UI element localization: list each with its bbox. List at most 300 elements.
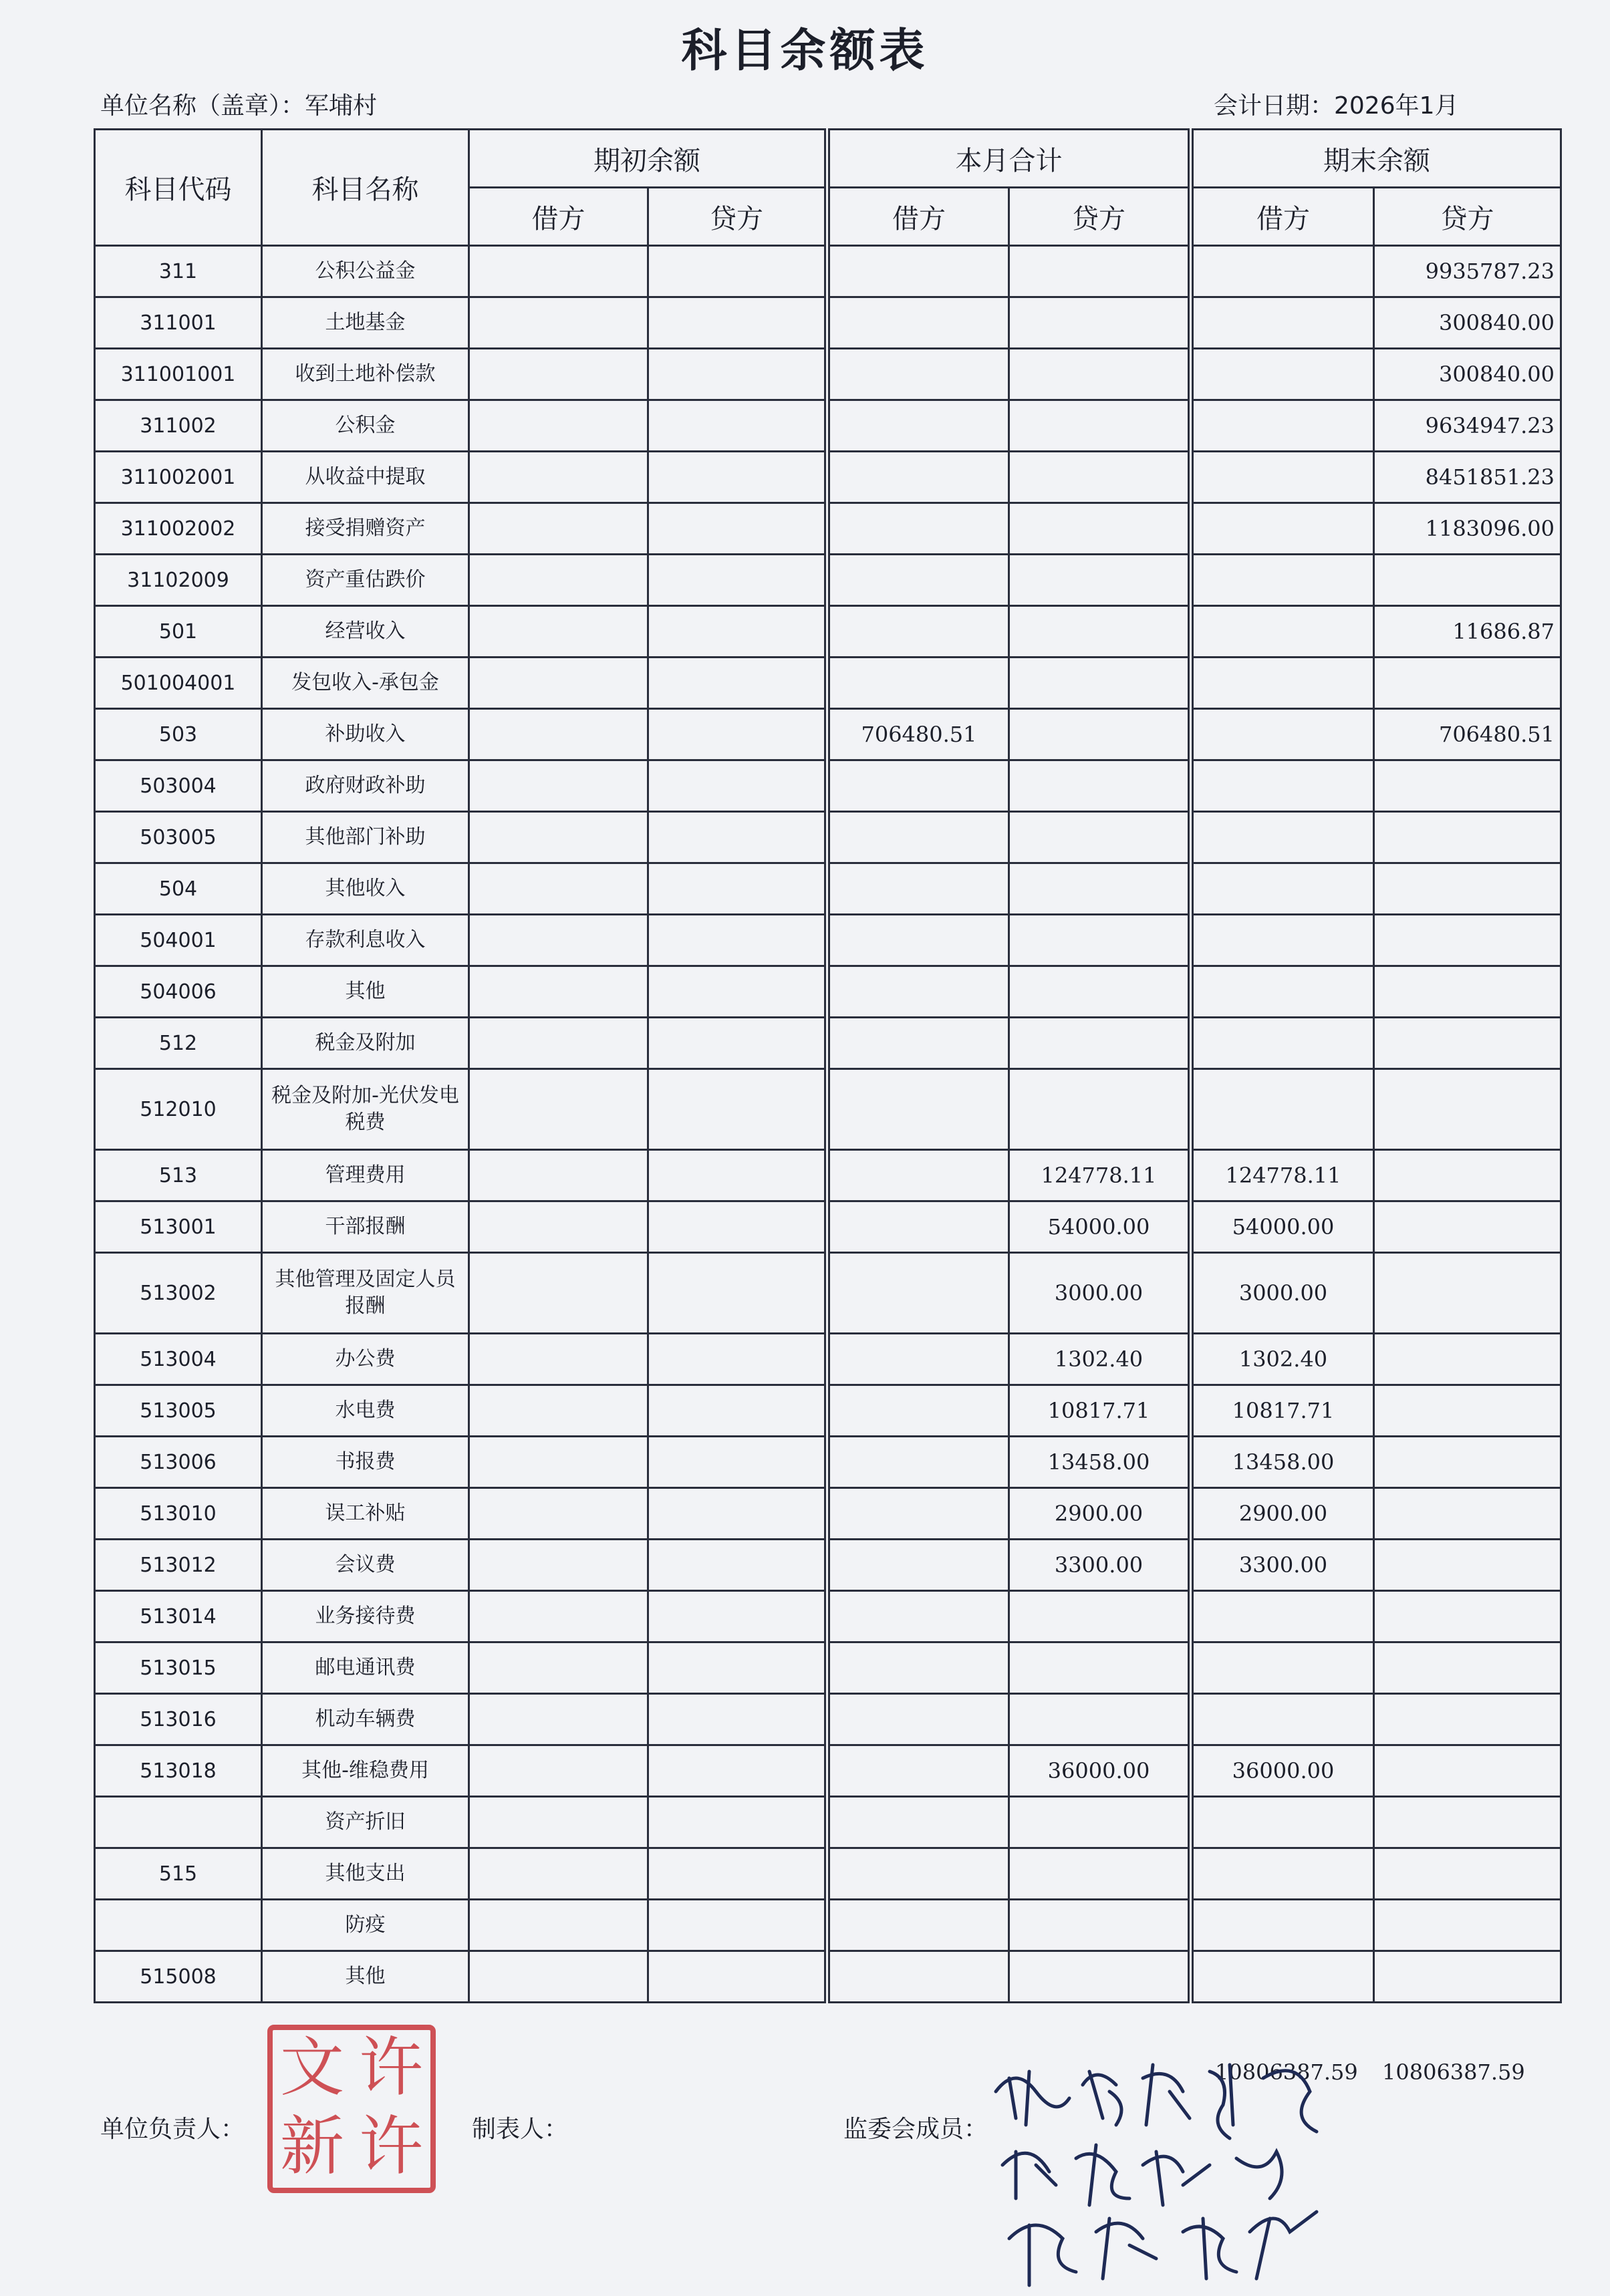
closing-debit-cell bbox=[1191, 400, 1374, 452]
month-debit-cell bbox=[827, 760, 1009, 812]
closing-debit-cell bbox=[1191, 1900, 1374, 1951]
month-debit-cell: 706480.51 bbox=[827, 709, 1009, 760]
month-credit-cell bbox=[1009, 863, 1191, 915]
closing-debit-cell: 124778.11 bbox=[1191, 1150, 1374, 1201]
month-credit-cell bbox=[1009, 1848, 1191, 1900]
opening-debit-cell bbox=[469, 1437, 648, 1488]
closing-debit-cell: 36000.00 bbox=[1191, 1745, 1374, 1797]
opening-credit-cell bbox=[648, 1694, 827, 1745]
account-name-cell: 其他 bbox=[262, 966, 469, 1018]
closing-credit-cell bbox=[1374, 1150, 1561, 1201]
account-name-cell: 办公费 bbox=[262, 1334, 469, 1385]
account-code-cell: 515 bbox=[95, 1848, 262, 1900]
closing-credit-cell: 300840.00 bbox=[1374, 349, 1561, 400]
account-code-cell: 311002001 bbox=[95, 452, 262, 503]
header-code: 科目代码 bbox=[95, 130, 262, 246]
opening-debit-cell bbox=[469, 1385, 648, 1437]
account-code-cell: 311001001 bbox=[95, 349, 262, 400]
account-code-cell: 311001 bbox=[95, 297, 262, 349]
closing-debit-cell bbox=[1191, 915, 1374, 966]
handwritten-signatures bbox=[982, 2051, 1357, 2292]
opening-debit-cell bbox=[469, 1334, 648, 1385]
closing-credit-cell bbox=[1374, 1253, 1561, 1334]
month-credit-cell bbox=[1009, 606, 1191, 658]
month-credit-cell bbox=[1009, 400, 1191, 452]
opening-debit-cell bbox=[469, 1900, 648, 1951]
table-row bbox=[95, 915, 1561, 966]
table-row bbox=[95, 1591, 1561, 1642]
month-debit-cell bbox=[827, 1488, 1009, 1540]
account-name-cell: 经营收入 bbox=[262, 606, 469, 658]
closing-debit-cell bbox=[1191, 246, 1374, 297]
account-name-cell: 存款利息收入 bbox=[262, 915, 469, 966]
account-name-cell: 会议费 bbox=[262, 1540, 469, 1591]
account-code-cell: 513014 bbox=[95, 1591, 262, 1642]
table-row bbox=[95, 503, 1561, 555]
signature-scribbles bbox=[982, 2051, 1357, 2292]
header-month-credit: 贷方 bbox=[1009, 188, 1191, 246]
preparer-label: 制表人： bbox=[472, 2116, 569, 2143]
month-debit-cell bbox=[827, 863, 1009, 915]
closing-debit-cell bbox=[1191, 658, 1374, 709]
closing-debit-cell bbox=[1191, 966, 1374, 1018]
account-code-cell: 503 bbox=[95, 709, 262, 760]
table-row bbox=[95, 555, 1561, 606]
closing-credit-cell bbox=[1374, 812, 1561, 863]
opening-credit-cell bbox=[648, 1540, 827, 1591]
opening-credit-cell bbox=[648, 1488, 827, 1540]
month-debit-cell bbox=[827, 1253, 1009, 1334]
opening-debit-cell bbox=[469, 555, 648, 606]
closing-credit-cell bbox=[1374, 1018, 1561, 1069]
account-name-cell: 水电费 bbox=[262, 1385, 469, 1437]
closing-credit-cell: 1183096.00 bbox=[1374, 503, 1561, 555]
closing-debit-cell: 10817.71 bbox=[1191, 1385, 1374, 1437]
header-opening: 期初余额 bbox=[469, 130, 827, 188]
table-row bbox=[95, 658, 1561, 709]
account-name-cell: 业务接待费 bbox=[262, 1591, 469, 1642]
closing-debit-cell bbox=[1191, 709, 1374, 760]
closing-credit-cell: 8451851.23 bbox=[1374, 452, 1561, 503]
table-row bbox=[95, 1069, 1561, 1150]
closing-credit-cell bbox=[1374, 1385, 1561, 1437]
month-credit-cell: 54000.00 bbox=[1009, 1201, 1191, 1253]
month-debit-cell bbox=[827, 1848, 1009, 1900]
table-row bbox=[95, 297, 1561, 349]
closing-credit-cell bbox=[1374, 1642, 1561, 1694]
account-name-cell: 其他 bbox=[262, 1951, 469, 2003]
closing-debit-cell bbox=[1191, 349, 1374, 400]
month-credit-cell bbox=[1009, 812, 1191, 863]
opening-credit-cell bbox=[648, 1150, 827, 1201]
account-name-cell: 书报费 bbox=[262, 1437, 469, 1488]
account-code-cell: 31102009 bbox=[95, 555, 262, 606]
account-code-cell: 311002 bbox=[95, 400, 262, 452]
closing-credit-cell bbox=[1374, 1437, 1561, 1488]
account-code-cell: 512010 bbox=[95, 1069, 262, 1150]
page-title: 科目余额表 bbox=[681, 25, 929, 78]
account-code-cell: 501 bbox=[95, 606, 262, 658]
closing-credit-cell bbox=[1374, 1069, 1561, 1150]
account-name-cell: 从收益中提取 bbox=[262, 452, 469, 503]
account-code-cell: 513 bbox=[95, 1150, 262, 1201]
table-row bbox=[95, 863, 1561, 915]
month-credit-cell bbox=[1009, 349, 1191, 400]
month-credit-cell: 3300.00 bbox=[1009, 1540, 1191, 1591]
month-debit-cell bbox=[827, 1437, 1009, 1488]
closing-debit-cell bbox=[1191, 1591, 1374, 1642]
table-row bbox=[95, 1201, 1561, 1253]
closing-credit-cell bbox=[1374, 1488, 1561, 1540]
closing-debit-cell bbox=[1191, 606, 1374, 658]
month-debit-cell bbox=[827, 1745, 1009, 1797]
opening-credit-cell bbox=[648, 1069, 827, 1150]
closing-credit-cell bbox=[1374, 1745, 1561, 1797]
closing-credit-cell bbox=[1374, 1951, 1561, 2003]
month-debit-cell bbox=[827, 1951, 1009, 2003]
table-row bbox=[95, 1437, 1561, 1488]
month-credit-cell: 3000.00 bbox=[1009, 1253, 1191, 1334]
closing-debit-cell bbox=[1191, 452, 1374, 503]
account-code-cell: 513016 bbox=[95, 1694, 262, 1745]
account-name-cell: 其他-维稳费用 bbox=[262, 1745, 469, 1797]
table-row bbox=[95, 1797, 1561, 1848]
account-name-cell: 干部报酬 bbox=[262, 1201, 469, 1253]
account-code-cell bbox=[95, 1900, 262, 1951]
account-code-cell: 513002 bbox=[95, 1253, 262, 1334]
month-debit-cell bbox=[827, 1201, 1009, 1253]
opening-credit-cell bbox=[648, 503, 827, 555]
opening-credit-cell bbox=[648, 1797, 827, 1848]
month-debit-cell bbox=[827, 452, 1009, 503]
month-debit-cell bbox=[827, 1591, 1009, 1642]
account-name-cell: 收到土地补偿款 bbox=[262, 349, 469, 400]
opening-credit-cell bbox=[648, 349, 827, 400]
account-name-cell: 税金及附加-光伏发电税费 bbox=[262, 1069, 469, 1150]
month-credit-cell bbox=[1009, 658, 1191, 709]
closing-credit-cell bbox=[1374, 1201, 1561, 1253]
table-row bbox=[95, 812, 1561, 863]
account-code-cell: 311 bbox=[95, 246, 262, 297]
opening-debit-cell bbox=[469, 246, 648, 297]
month-debit-cell bbox=[827, 812, 1009, 863]
account-name-cell: 接受捐赠资产 bbox=[262, 503, 469, 555]
opening-debit-cell bbox=[469, 863, 648, 915]
table-row bbox=[95, 606, 1561, 658]
month-debit-cell bbox=[827, 1540, 1009, 1591]
account-code-cell: 515008 bbox=[95, 1951, 262, 2003]
month-debit-cell bbox=[827, 1642, 1009, 1694]
opening-debit-cell bbox=[469, 1848, 648, 1900]
account-name-cell: 资产折旧 bbox=[262, 1797, 469, 1848]
account-name-cell: 公积公益金 bbox=[262, 246, 469, 297]
table-row bbox=[95, 1150, 1561, 1201]
closing-debit-cell bbox=[1191, 1694, 1374, 1745]
opening-debit-cell bbox=[469, 709, 648, 760]
month-credit-cell: 10817.71 bbox=[1009, 1385, 1191, 1437]
opening-credit-cell bbox=[648, 452, 827, 503]
table-row bbox=[95, 452, 1561, 503]
month-credit-cell: 36000.00 bbox=[1009, 1745, 1191, 1797]
month-credit-cell bbox=[1009, 915, 1191, 966]
opening-credit-cell bbox=[648, 812, 827, 863]
opening-debit-cell bbox=[469, 1018, 648, 1069]
opening-debit-cell bbox=[469, 1797, 648, 1848]
balance-table bbox=[94, 128, 1562, 2003]
header-closing-credit: 贷方 bbox=[1374, 188, 1561, 246]
month-credit-cell bbox=[1009, 1069, 1191, 1150]
opening-debit-cell bbox=[469, 966, 648, 1018]
account-name-cell: 其他部门补助 bbox=[262, 812, 469, 863]
account-code-cell: 504006 bbox=[95, 966, 262, 1018]
header-opening-credit: 贷方 bbox=[648, 188, 827, 246]
closing-credit-cell: 11686.87 bbox=[1374, 606, 1561, 658]
opening-debit-cell bbox=[469, 297, 648, 349]
table-row bbox=[95, 1951, 1561, 2003]
closing-credit-cell bbox=[1374, 1334, 1561, 1385]
account-code-cell: 513010 bbox=[95, 1488, 262, 1540]
opening-credit-cell bbox=[648, 658, 827, 709]
opening-credit-cell bbox=[648, 1591, 827, 1642]
month-credit-cell bbox=[1009, 709, 1191, 760]
month-debit-cell bbox=[827, 1900, 1009, 1951]
opening-credit-cell bbox=[648, 915, 827, 966]
closing-debit-cell bbox=[1191, 555, 1374, 606]
table-row bbox=[95, 1694, 1561, 1745]
month-credit-cell bbox=[1009, 1018, 1191, 1069]
opening-credit-cell bbox=[648, 400, 827, 452]
opening-debit-cell bbox=[469, 760, 648, 812]
month-debit-cell bbox=[827, 658, 1009, 709]
month-debit-cell bbox=[827, 1018, 1009, 1069]
month-credit-cell bbox=[1009, 297, 1191, 349]
seal-char: 文 bbox=[280, 2030, 344, 2105]
closing-debit-cell: 54000.00 bbox=[1191, 1201, 1374, 1253]
account-code-cell: 513006 bbox=[95, 1437, 262, 1488]
closing-credit-cell bbox=[1374, 915, 1561, 966]
account-code-cell: 513015 bbox=[95, 1642, 262, 1694]
opening-debit-cell bbox=[469, 606, 648, 658]
closing-credit-cell bbox=[1374, 1848, 1561, 1900]
closing-credit-cell bbox=[1374, 1900, 1561, 1951]
month-debit-cell bbox=[827, 966, 1009, 1018]
account-code-cell: 513004 bbox=[95, 1334, 262, 1385]
closing-debit-cell bbox=[1191, 760, 1374, 812]
month-credit-cell bbox=[1009, 503, 1191, 555]
table-row bbox=[95, 349, 1561, 400]
month-debit-cell bbox=[827, 1069, 1009, 1150]
opening-credit-cell bbox=[648, 863, 827, 915]
account-name-cell: 误工补贴 bbox=[262, 1488, 469, 1540]
accounting-date-label: 会计日期：2026年1月 bbox=[1214, 92, 1459, 120]
month-debit-cell bbox=[827, 349, 1009, 400]
opening-debit-cell bbox=[469, 1253, 648, 1334]
opening-debit-cell bbox=[469, 658, 648, 709]
month-credit-cell bbox=[1009, 1694, 1191, 1745]
account-code-cell: 311002002 bbox=[95, 503, 262, 555]
month-debit-cell bbox=[827, 1694, 1009, 1745]
header-name: 科目名称 bbox=[262, 130, 469, 246]
opening-credit-cell bbox=[648, 1900, 827, 1951]
closing-credit-cell bbox=[1374, 658, 1561, 709]
opening-credit-cell bbox=[648, 1018, 827, 1069]
closing-credit-cell bbox=[1374, 966, 1561, 1018]
closing-debit-cell bbox=[1191, 1848, 1374, 1900]
closing-debit-cell: 13458.00 bbox=[1191, 1437, 1374, 1488]
red-seal-stamp bbox=[267, 2025, 436, 2193]
table-row bbox=[95, 1745, 1561, 1797]
account-name-cell: 发包收入-承包金 bbox=[262, 658, 469, 709]
opening-credit-cell bbox=[648, 1334, 827, 1385]
account-code-cell: 512 bbox=[95, 1018, 262, 1069]
closing-debit-cell bbox=[1191, 297, 1374, 349]
month-credit-cell: 2900.00 bbox=[1009, 1488, 1191, 1540]
account-name-cell: 补助收入 bbox=[262, 709, 469, 760]
closing-credit-cell bbox=[1374, 1797, 1561, 1848]
header-opening-debit: 借方 bbox=[469, 188, 648, 246]
account-code-cell: 504 bbox=[95, 863, 262, 915]
closing-debit-cell: 3000.00 bbox=[1191, 1253, 1374, 1334]
opening-debit-cell bbox=[469, 1745, 648, 1797]
total-credit: 10806387.59 bbox=[1382, 2059, 1525, 2085]
closing-credit-cell bbox=[1374, 1591, 1561, 1642]
opening-debit-cell bbox=[469, 1150, 648, 1201]
table-row bbox=[95, 1900, 1561, 1951]
opening-credit-cell bbox=[648, 606, 827, 658]
month-credit-cell bbox=[1009, 1591, 1191, 1642]
seal-char: 新 bbox=[280, 2109, 344, 2184]
balance-table-body bbox=[95, 246, 1561, 2003]
month-debit-cell bbox=[827, 503, 1009, 555]
table-row bbox=[95, 1488, 1561, 1540]
account-name-cell: 管理费用 bbox=[262, 1150, 469, 1201]
opening-credit-cell bbox=[648, 1385, 827, 1437]
unit-name-label: 单位名称（盖章）：军埔村 bbox=[100, 92, 378, 120]
opening-debit-cell bbox=[469, 503, 648, 555]
table-row bbox=[95, 1642, 1561, 1694]
opening-debit-cell bbox=[469, 1642, 648, 1694]
month-credit-cell bbox=[1009, 966, 1191, 1018]
opening-credit-cell bbox=[648, 1253, 827, 1334]
account-name-cell: 政府财政补助 bbox=[262, 760, 469, 812]
month-debit-cell bbox=[827, 1385, 1009, 1437]
header-month: 本月合计 bbox=[827, 130, 1191, 188]
account-code-cell: 513018 bbox=[95, 1745, 262, 1797]
closing-debit-cell bbox=[1191, 812, 1374, 863]
opening-credit-cell bbox=[648, 1848, 827, 1900]
month-debit-cell bbox=[827, 400, 1009, 452]
table-row bbox=[95, 1540, 1561, 1591]
opening-credit-cell bbox=[648, 760, 827, 812]
opening-credit-cell bbox=[648, 1951, 827, 2003]
closing-debit-cell: 3300.00 bbox=[1191, 1540, 1374, 1591]
opening-debit-cell bbox=[469, 452, 648, 503]
account-code-cell bbox=[95, 1797, 262, 1848]
account-code-cell: 503004 bbox=[95, 760, 262, 812]
opening-credit-cell bbox=[648, 1437, 827, 1488]
closing-debit-cell bbox=[1191, 1642, 1374, 1694]
opening-credit-cell bbox=[648, 966, 827, 1018]
closing-credit-cell bbox=[1374, 1694, 1561, 1745]
total-debit: 10806387.59 bbox=[1215, 2059, 1358, 2085]
account-code-cell: 503005 bbox=[95, 812, 262, 863]
account-name-cell: 资产重估跌价 bbox=[262, 555, 469, 606]
opening-debit-cell bbox=[469, 1694, 648, 1745]
closing-credit-cell: 9935787.23 bbox=[1374, 246, 1561, 297]
closing-credit-cell: 300840.00 bbox=[1374, 297, 1561, 349]
month-credit-cell bbox=[1009, 760, 1191, 812]
table-row bbox=[95, 400, 1561, 452]
month-debit-cell bbox=[827, 1150, 1009, 1201]
closing-debit-cell bbox=[1191, 1018, 1374, 1069]
month-debit-cell bbox=[827, 1797, 1009, 1848]
table-row bbox=[95, 1253, 1561, 1334]
account-code-cell: 513012 bbox=[95, 1540, 262, 1591]
closing-debit-cell: 2900.00 bbox=[1191, 1488, 1374, 1540]
month-debit-cell bbox=[827, 915, 1009, 966]
opening-debit-cell bbox=[469, 1951, 648, 2003]
unit-leader-label: 单位负责人： bbox=[100, 2116, 245, 2143]
month-credit-cell bbox=[1009, 246, 1191, 297]
closing-credit-cell: 9634947.23 bbox=[1374, 400, 1561, 452]
month-credit-cell bbox=[1009, 1642, 1191, 1694]
closing-credit-cell bbox=[1374, 1540, 1561, 1591]
table-row bbox=[95, 246, 1561, 297]
closing-credit-cell bbox=[1374, 760, 1561, 812]
closing-debit-cell bbox=[1191, 1951, 1374, 2003]
month-debit-cell bbox=[827, 606, 1009, 658]
account-name-cell: 其他支出 bbox=[262, 1848, 469, 1900]
account-code-cell: 501004001 bbox=[95, 658, 262, 709]
account-name-cell: 邮电通讯费 bbox=[262, 1642, 469, 1694]
account-name-cell: 公积金 bbox=[262, 400, 469, 452]
month-credit-cell: 1302.40 bbox=[1009, 1334, 1191, 1385]
month-credit-cell bbox=[1009, 1797, 1191, 1848]
closing-credit-cell bbox=[1374, 863, 1561, 915]
month-debit-cell bbox=[827, 555, 1009, 606]
account-code-cell: 513005 bbox=[95, 1385, 262, 1437]
header-closing-debit: 借方 bbox=[1191, 188, 1374, 246]
closing-credit-cell: 706480.51 bbox=[1374, 709, 1561, 760]
seal-char: 许 bbox=[359, 2109, 423, 2184]
opening-debit-cell bbox=[469, 1488, 648, 1540]
closing-debit-cell bbox=[1191, 863, 1374, 915]
opening-credit-cell bbox=[648, 297, 827, 349]
table-row bbox=[95, 709, 1561, 760]
account-code-cell: 504001 bbox=[95, 915, 262, 966]
account-name-cell: 税金及附加 bbox=[262, 1018, 469, 1069]
account-name-cell: 其他管理及固定人员报酬 bbox=[262, 1253, 469, 1334]
opening-debit-cell bbox=[469, 1069, 648, 1150]
month-debit-cell bbox=[827, 246, 1009, 297]
opening-credit-cell bbox=[648, 246, 827, 297]
month-credit-cell bbox=[1009, 452, 1191, 503]
opening-debit-cell bbox=[469, 400, 648, 452]
account-name-cell: 防疫 bbox=[262, 1900, 469, 1951]
opening-credit-cell bbox=[648, 1745, 827, 1797]
month-credit-cell: 13458.00 bbox=[1009, 1437, 1191, 1488]
header-closing: 期末余额 bbox=[1191, 130, 1561, 188]
opening-debit-cell bbox=[469, 1201, 648, 1253]
month-credit-cell bbox=[1009, 555, 1191, 606]
opening-debit-cell bbox=[469, 1591, 648, 1642]
seal-char: 许 bbox=[359, 2030, 423, 2105]
month-credit-cell: 124778.11 bbox=[1009, 1150, 1191, 1201]
table-row bbox=[95, 1018, 1561, 1069]
month-credit-cell bbox=[1009, 1900, 1191, 1951]
opening-debit-cell bbox=[469, 915, 648, 966]
month-debit-cell bbox=[827, 1334, 1009, 1385]
